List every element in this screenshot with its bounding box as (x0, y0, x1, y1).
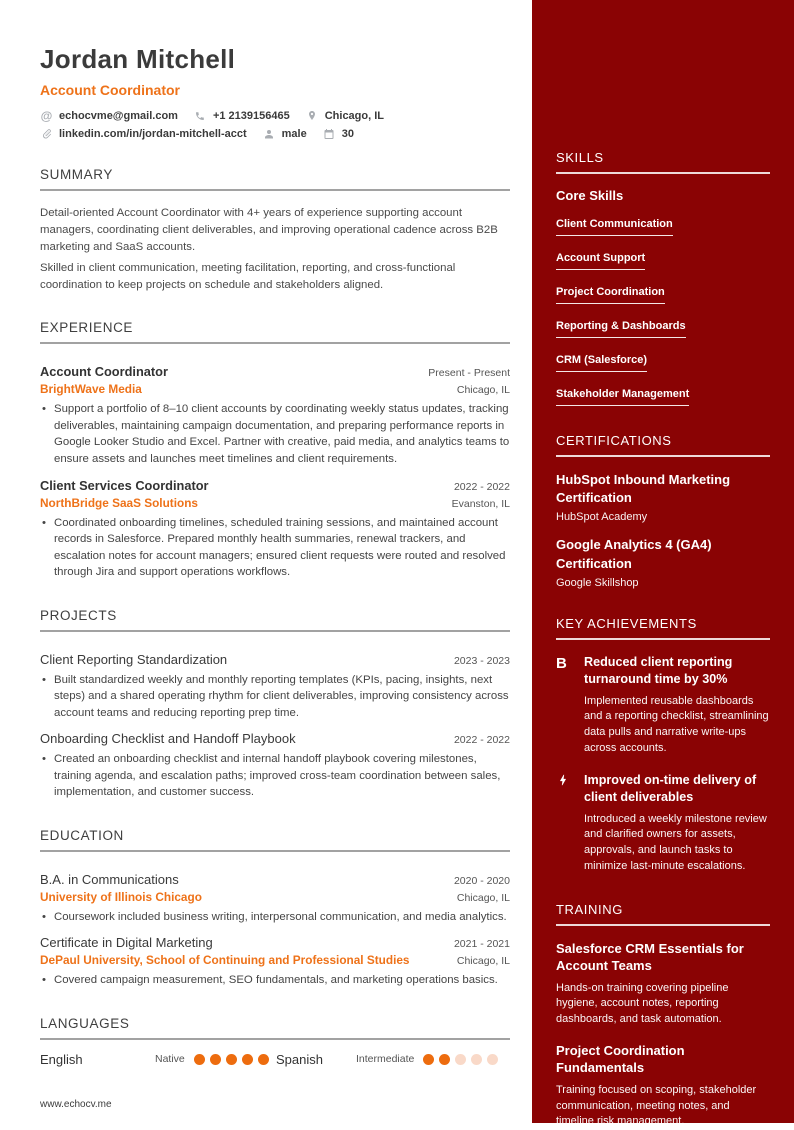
skill-item (556, 350, 770, 372)
education-bullet: • Coursework included business writing, interpersonal communication, and media analytics. (40, 909, 510, 926)
education-location: Chicago, IL (457, 955, 510, 967)
training-item (556, 940, 770, 1028)
achievement-title: Reduced client reporting turnaround time by 30% (584, 654, 770, 688)
age (323, 127, 354, 140)
experience-section (40, 320, 510, 580)
achievements-section (556, 616, 770, 875)
languages-heading: LANGUAGES (40, 1016, 510, 1040)
age-value: 30 (342, 128, 354, 140)
projects-heading: PROJECTS (40, 608, 510, 632)
experience-title: Account Coordinator (40, 364, 168, 379)
skill-label: CRM (Salesforce) (556, 354, 647, 372)
achievement-description: Implemented reusable dashboards and a reporting checklist, streamlining data pulls and narrative write-ups across accounts. (584, 694, 770, 757)
experience-heading: EXPERIENCE (40, 320, 510, 344)
skill-item (556, 214, 770, 236)
achievement-item (556, 654, 770, 757)
person-job-title: Account Coordinator (40, 82, 510, 98)
experience-company: NorthBridge SaaS Solutions (40, 496, 198, 510)
certifications-section (556, 433, 770, 589)
project-entry (40, 652, 510, 722)
certification-issuer: HubSpot Academy (556, 511, 770, 523)
letter-b-icon: B (556, 654, 574, 757)
language-proficiency-dots (423, 1054, 498, 1065)
experience-company: BrightWave Media (40, 382, 142, 396)
training-title: Project Coordination Fundamentals (556, 1042, 770, 1077)
experience-bullet: • Support a portfolio of 8–10 client accounts by coordinating weekly status updates, tracking deliverables, maintaining campaign documentation, and preparing performance reports in Google Looker Studio and Excel. Partner with creative, paid media, and analytics teams to ensure assets and launches meet timelines and client requirements. (40, 401, 510, 467)
achievements-heading: KEY ACHIEVEMENTS (556, 616, 770, 640)
training-heading: TRAINING (556, 902, 770, 926)
person-icon (263, 127, 276, 140)
language-name: Spanish (276, 1052, 356, 1067)
lightning-bolt-icon (556, 772, 574, 875)
summary-paragraph: Detail-oriented Account Coordinator with 4+ years of experience supporting account managers, coordinating client deliverables, and improving operational cadence across B2B marketing and SaaS accounts. (40, 205, 510, 256)
experience-entry (40, 364, 510, 467)
experience-dates: 2022 - 2022 (454, 481, 510, 493)
location-value: Chicago, IL (325, 110, 384, 122)
skill-item (556, 316, 770, 338)
project-bullet: • Built standardized weekly and monthly reporting templates (KPIs, pacing, insights, next steps) and a shared operating rhythm for client deliverables, improving consistency across account teams and reducing reporting prep time. (40, 672, 510, 722)
calendar-icon (323, 127, 336, 140)
skill-item (556, 248, 770, 270)
project-bullet: • Created an onboarding checklist and internal handoff playbook covering milestones, training agenda, and escalation paths; improved cross-team coordination between sales, implementation, and customer success. (40, 751, 510, 801)
gender-value: male (282, 128, 307, 140)
achievement-item (556, 772, 770, 875)
language-level: Intermediate (356, 1053, 414, 1065)
phone-value: +1 2139156465 (213, 110, 290, 122)
certification-item (556, 536, 770, 588)
skill-item (556, 384, 770, 406)
education-degree: Certificate in Digital Marketing (40, 935, 213, 950)
skill-label: Project Coordination (556, 286, 665, 304)
phone-icon (194, 109, 207, 122)
experience-title: Client Services Coordinator (40, 478, 209, 493)
certification-name: Google Analytics 4 (GA4) Certification (556, 536, 770, 572)
email-link[interactable] (40, 109, 178, 122)
training-section (556, 902, 770, 1130)
location-pin-icon (306, 109, 319, 122)
projects-section (40, 608, 510, 801)
certifications-heading: CERTIFICATIONS (556, 433, 770, 457)
training-title: Salesforce CRM Essentials for Account Teams (556, 940, 770, 975)
project-dates: 2023 - 2023 (454, 655, 510, 667)
person-name: Jordan Mitchell (40, 44, 510, 75)
skills-group-title: Core Skills (556, 188, 770, 203)
education-heading: EDUCATION (40, 828, 510, 852)
project-entry (40, 731, 510, 801)
project-dates: 2022 - 2022 (454, 734, 510, 746)
experience-location: Chicago, IL (457, 384, 510, 396)
language-proficiency-dots (194, 1054, 269, 1065)
achievement-description: Introduced a weekly milestone review and clarified owners for assets, approvals, and launch tasks to minimize last-minute escalations. (584, 812, 770, 875)
education-dates: 2021 - 2021 (454, 938, 510, 950)
education-bullet: • Covered campaign measurement, SEO fundamentals, and marketing operations basics. (40, 972, 510, 989)
language-item (40, 1052, 274, 1067)
experience-location: Evanston, IL (452, 498, 510, 510)
education-entry (40, 935, 510, 989)
linkedin-value: linkedin.com/in/jordan-mitchell-acct (59, 128, 247, 140)
education-location: Chicago, IL (457, 892, 510, 904)
certification-name: HubSpot Inbound Marketing Certification (556, 471, 770, 507)
project-title: Client Reporting Standardization (40, 652, 227, 667)
at-icon: @ (40, 109, 53, 122)
languages-section (40, 1016, 510, 1067)
skills-heading: SKILLS (556, 150, 770, 174)
paperclip-icon (40, 127, 53, 140)
training-item (556, 1042, 770, 1130)
language-level: Native (155, 1053, 185, 1065)
contact-info (40, 109, 510, 140)
gender (263, 127, 307, 140)
training-description: Training focused on scoping, stakeholder communication, meeting notes, and timeline risk management. (556, 1083, 770, 1130)
experience-entry (40, 478, 510, 581)
experience-dates: Present - Present (428, 367, 510, 379)
skill-label: Client Communication (556, 218, 673, 236)
summary-heading: SUMMARY (40, 167, 510, 191)
skill-label: Stakeholder Management (556, 388, 689, 406)
experience-bullet: • Coordinated onboarding timelines, scheduled training sessions, and maintained account records in Salesforce. Prepared monthly health summaries, renewal trackers, and escalation notes for account managers; ensured client requests were routed and resolved through Jira and support operations workflows. (40, 515, 510, 581)
resume-sidebar (532, 0, 794, 1123)
skill-item (556, 282, 770, 304)
education-school: University of Illinois Chicago (40, 890, 202, 904)
phone-number (194, 109, 290, 122)
email-value: echocvme@gmail.com (59, 110, 178, 122)
training-description: Hands-on training covering pipeline hygiene, account notes, reporting dashboards, and task automation. (556, 981, 770, 1028)
education-degree: B.A. in Communications (40, 872, 179, 887)
education-section (40, 828, 510, 989)
skills-section (556, 150, 770, 406)
language-name: English (40, 1052, 155, 1067)
skill-label: Reporting & Dashboards (556, 320, 686, 338)
website-link[interactable]: www.echocv.me (40, 1099, 112, 1110)
certification-issuer: Google Skillshop (556, 577, 770, 589)
achievement-title: Improved on-time delivery of client deliverables (584, 772, 770, 806)
education-entry (40, 872, 510, 926)
language-item (276, 1052, 510, 1067)
linkedin-link[interactable] (40, 127, 247, 140)
summary-section (40, 167, 510, 293)
education-school: DePaul University, School of Continuing and Professional Studies (40, 953, 409, 967)
summary-paragraph: Skilled in client communication, meeting facilitation, reporting, and cross-functional coordination to keep projects on schedule and stakeholders aligned. (40, 260, 510, 294)
education-dates: 2020 - 2020 (454, 875, 510, 887)
certification-item (556, 471, 770, 523)
project-title: Onboarding Checklist and Handoff Playbook (40, 731, 296, 746)
skill-label: Account Support (556, 252, 645, 270)
location (306, 109, 384, 122)
